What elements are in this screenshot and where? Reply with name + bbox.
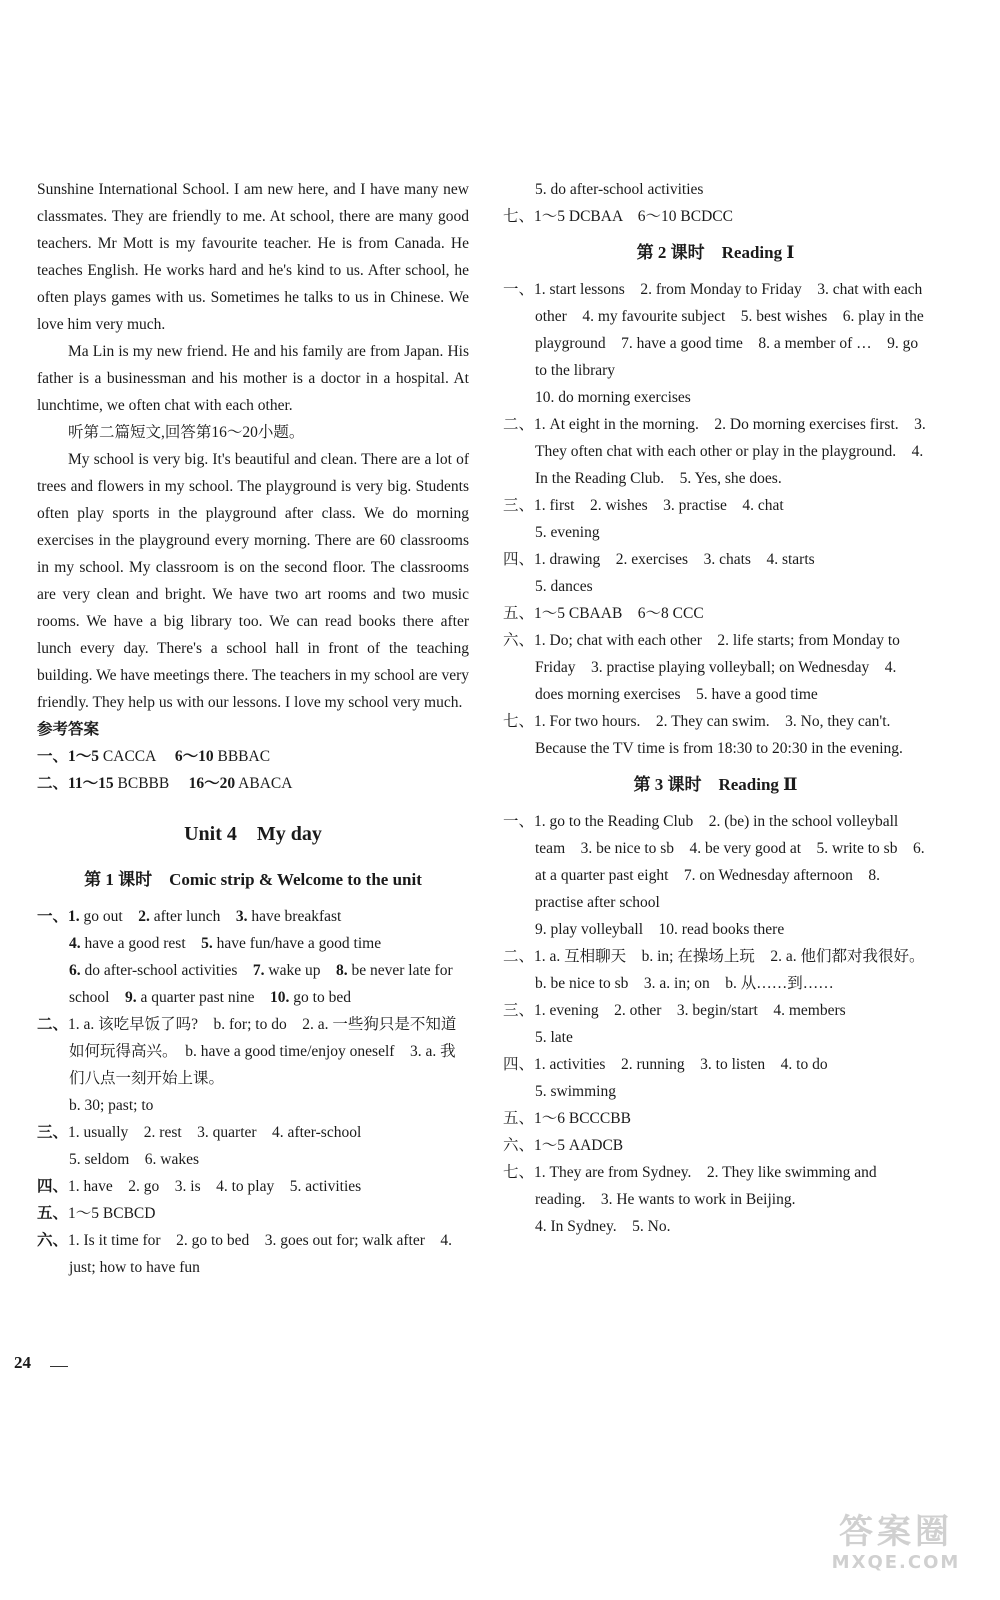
lesson3-title: 第 3 课时 Reading Ⅱ <box>633 775 798 794</box>
lesson1-section-6: 六、1. Is it time for 2. go to bed 3. goes out for; walk after 4. just; how to have fun <box>37 1232 452 1276</box>
page-number: 24 <box>14 1353 31 1372</box>
lesson2-title: 第 2 课时 Reading Ⅰ <box>636 243 795 262</box>
lesson3-section-7-line2: 4. In Sydney. 5. No. <box>535 1218 671 1235</box>
lesson1-section-5: 五、1～5 BCBCD <box>37 1205 156 1222</box>
lesson3-section-4: 四、1. activities 2. running 3. to listen 4. to do <box>503 1056 828 1073</box>
lesson3-section-2: 二、1. a. 互相聊天 b. in; 在操场上玩 2. a. 他们都对我很好。 b. be nice to sb 3. a. in; on b. 从……到…… <box>503 948 933 992</box>
lesson1-section-4: 四、1. have 2. go 3. is 4. to play 5. activities <box>37 1178 362 1195</box>
lesson2-section-1: 一、1. start lessons 2. from Monday to Friday 3. chat with each other 4. my favourite subject 5. best wishes 6. play in the playground 7. have a good time 8. a member of … 9. go to the library <box>503 281 924 379</box>
lesson2-section-4: 四、1. drawing 2. exercises 3. chats 4. starts <box>503 551 815 568</box>
watermark-text-bottom: MXQE.COM <box>831 1552 961 1573</box>
lesson1-section-1: 一、1. go out 2. after lunch 3. have breakfast <box>37 908 342 925</box>
answer-key-row-1: 一、1～5 CACCA 6～10 BBBAC <box>37 748 271 765</box>
lesson3-section-5: 五、1～6 BCCCBB <box>503 1110 631 1127</box>
lesson2-section-1-line2: 10. do morning exercises <box>535 389 691 406</box>
unit-title: Unit 4 My day <box>184 823 322 845</box>
right-column <box>503 176 933 1240</box>
lesson2-section-6: 六、1. Do; chat with each other 2. life starts; from Monday to Friday 3. practise playing volleyball; on Wednesday 4. does morning exercises 5. have a good time <box>503 632 900 703</box>
watermark-logo <box>816 1512 976 1582</box>
lesson1-section-2: 二、1. a. 该吃早饭了吗? b. for; to do 2. a. 一些狗只是不知道如何玩得高兴。 b. have a good time/enjoy oneself 3. a. 我们八点一刻开始上课。 <box>37 1016 457 1087</box>
lesson2-section-7: 七、1. For two hours. 2. They can swim. 3. No, they can't. Because the TV time is from 18:30 to 20:30 in the evening. <box>503 713 903 757</box>
lesson1-section-1-line2: 4. have a good rest 5. have fun/have a good time <box>69 935 382 952</box>
lesson2-section-4-line2: 5. dances <box>535 578 593 595</box>
page-edge-margin <box>0 170 10 1370</box>
lesson1-section-1-line3: 6. do after-school activities 7. wake up 8. be never late for school 9. a quarter past nine 10. go to bed <box>69 962 453 1006</box>
lesson3-section-1-line2: 9. play volleyball 10. read books there <box>535 921 785 938</box>
lesson3-section-1: 一、1. go to the Reading Club 2. (be) in the school volleyball team 3. be nice to sb 4. be very good at 5. write to sb 6. at a quarter past eight 7. on Wednesday afternoon 8. practise after school <box>503 813 925 911</box>
lesson3-section-3-line2: 5. late <box>535 1029 573 1046</box>
lesson1-section-2-extra: b. 30; past; to <box>69 1097 154 1114</box>
lesson2-section-3: 三、1. first 2. wishes 3. practise 4. chat <box>503 497 784 514</box>
left-column <box>37 176 469 1281</box>
right-top-line2: 七、1～5 DCBAA 6～10 BCDCC <box>503 208 733 225</box>
lesson3-section-4-line2: 5. swimming <box>535 1083 616 1100</box>
lesson3-section-3: 三、1. evening 2. other 3. begin/start 4. members <box>503 1002 846 1019</box>
page-number-rule <box>50 1366 68 1367</box>
passage1-para1: Sunshine International School. I am new here, and I have many new classmates. They are friendly to me. At school, there are many good teachers. Mr Mott is my favourite teacher. He is from Canada. He teaches English. He works hard and he's kind to us. After school, he often plays games with us. Sometimes he talks to us in Chinese. We love him very much. <box>37 181 469 333</box>
lesson1-title: 第 1 课时 Comic strip & Welcome to the unit <box>84 870 422 889</box>
right-top-line1: 5. do after-school activities <box>535 181 704 198</box>
lesson1-section-3-line2: 5. seldom 6. wakes <box>69 1151 200 1168</box>
lesson1-section-3: 三、1. usually 2. rest 3. quarter 4. after-school <box>37 1124 362 1141</box>
lesson3-section-7: 七、1. They are from Sydney. 2. They like swimming and reading. 3. He wants to work in Beijing. <box>503 1164 877 1208</box>
answer-key-title: 参考答案 <box>37 721 100 738</box>
watermark-text-top: 答案圈 <box>839 1512 953 1552</box>
passage2: My school is very big. It's beautiful and clean. There are a lot of trees and flowers in my school. The playground is very big. Students often play sports in the playground after class. We do morning exercises in the playground every morning. There are 60 classrooms in my school. My classroom is on the second floor. The classrooms are very clean and bright. We have two art rooms and two music rooms. We have a big library too. We can read books there after lunch every day. There's a school hall in front of the teaching building. We have meetings there. The teachers in my school are very friendly. They help us with our lessons. I love my school very much. <box>37 451 469 711</box>
answer-key-row-2: 二、11～15 BCBBB 16～20 ABACA <box>37 775 293 792</box>
lesson2-section-5: 五、1～5 CBAAB 6～8 CCC <box>503 605 704 622</box>
lesson2-section-3-line2: 5. evening <box>535 524 600 541</box>
lesson3-section-6: 六、1～5 AADCB <box>503 1137 624 1154</box>
passage1-para2: Ma Lin is my new friend. He and his family are from Japan. His father is a businessman and his mother is a doctor in a hospital. At lunchtime, we often chat with each other. <box>37 343 469 414</box>
listening-instruction: 听第二篇短文,回答第16～20小题。 <box>68 424 305 441</box>
lesson2-section-2: 二、1. At eight in the morning. 2. Do morning exercises first. 3. They often chat with each other or play in the playground. 4. In the Reading Club. 5. Yes, she does. <box>503 416 926 487</box>
